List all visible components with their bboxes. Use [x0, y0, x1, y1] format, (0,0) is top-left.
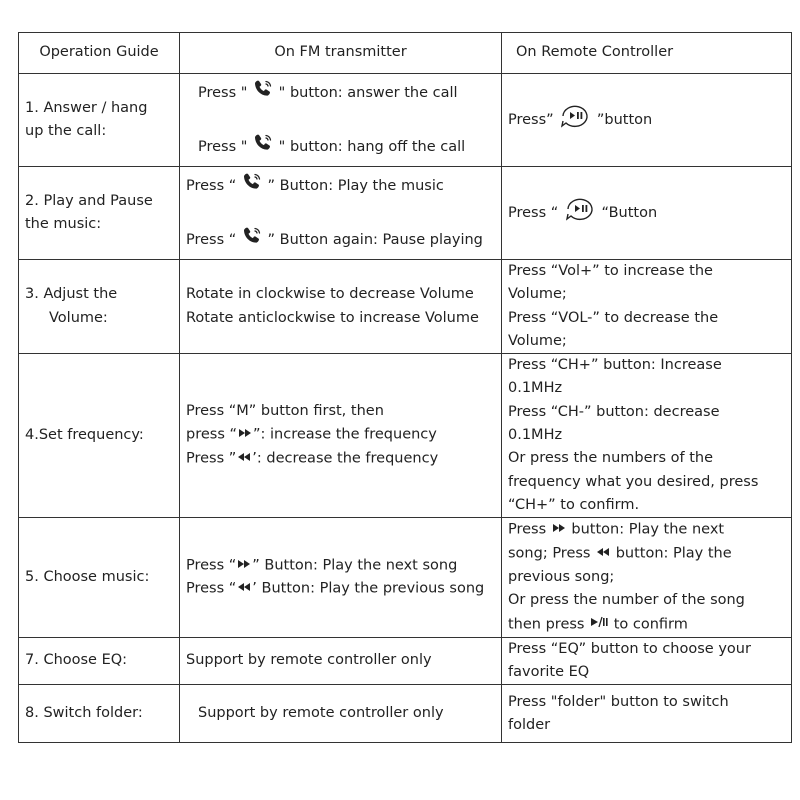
- op-text: 7. Choose EQ:: [25, 652, 128, 669]
- fm-line: Press “M” button first, then: [186, 403, 384, 420]
- op-cell: [19, 637, 180, 685]
- remote-line: Press “CH+” button: Increase: [508, 357, 722, 374]
- op-text: 2. Play and Pause: [25, 192, 153, 209]
- remote-line: Press “VOL-” to decrease the: [508, 309, 719, 326]
- remote-line: Volume;: [508, 286, 567, 303]
- remote-line: Press “Vol+” to increase the: [508, 263, 713, 279]
- text: song; Press: [508, 545, 596, 562]
- phone-icon: [252, 132, 274, 162]
- fm-line: [186, 423, 495, 447]
- play-pause-remote-icon: [563, 196, 597, 230]
- remote-line: [508, 542, 785, 566]
- op-text: the music:: [25, 216, 102, 232]
- fm-cell: [180, 685, 502, 743]
- phone-icon: [241, 225, 263, 255]
- remote-line: 0.1MHz: [508, 380, 563, 397]
- remote-cell: [502, 685, 792, 743]
- remote-cell: [502, 518, 792, 637]
- text: ”button: [596, 112, 653, 128]
- fm-line: Support by remote controller only: [186, 652, 432, 669]
- op-cell: [19, 354, 180, 518]
- table-row: [19, 685, 792, 743]
- operation-guide-table: [18, 32, 792, 743]
- rewind-icon: [236, 577, 252, 600]
- remote-line: favorite EQ: [508, 664, 590, 681]
- text: Press: [508, 521, 551, 538]
- play-pause-remote-icon: [558, 103, 592, 137]
- remote-line: Press “EQ” button to choose your: [508, 640, 751, 657]
- text: Press ": [198, 138, 248, 155]
- remote-line: Or press the number of the song: [508, 592, 745, 609]
- remote-line: folder: [508, 716, 551, 733]
- text: ” Button again: Pause playing: [267, 231, 483, 248]
- remote-line: Volume;: [508, 332, 567, 349]
- table-row: [19, 354, 792, 518]
- op-text: Volume:: [49, 309, 108, 326]
- phone-icon: [241, 171, 263, 201]
- remote-cell: [502, 637, 792, 685]
- op-text: 5. Choose music:: [25, 568, 150, 585]
- text: Press ": [198, 85, 248, 102]
- text: ” Button: Play the next song: [252, 557, 458, 574]
- fm-cell: [180, 354, 502, 518]
- fm-line: Rotate in clockwise to decrease Volume: [186, 286, 474, 303]
- op-cell: [19, 260, 180, 354]
- fm-cell: [180, 518, 502, 637]
- remote-line: Press “CH-” button: decrease: [508, 403, 720, 420]
- fm-line: Support by remote controller only: [198, 705, 444, 722]
- rewind-icon: [236, 447, 252, 470]
- remote-line: [508, 103, 785, 137]
- fm-cell: [180, 167, 502, 260]
- text: ” Button: Play the music: [267, 178, 444, 195]
- fast-forward-icon: [236, 554, 252, 577]
- text: Press “: [186, 557, 237, 574]
- header-remote-controller: On Remote Controller: [502, 33, 792, 74]
- remote-line: 0.1MHz: [508, 427, 563, 444]
- remote-line: Or press the numbers of the: [508, 450, 714, 467]
- op-cell: [19, 74, 180, 167]
- text: button: Play the: [611, 545, 732, 562]
- fast-forward-icon: [551, 518, 567, 541]
- text: " button: hang off the call: [278, 138, 466, 155]
- text: ’: decrease the frequency: [252, 451, 439, 468]
- text: then press: [508, 616, 590, 633]
- fm-cell: [180, 637, 502, 685]
- remote-line: Press "folder" button to switch: [508, 693, 729, 710]
- text: Press ”: [186, 451, 237, 468]
- op-cell: [19, 685, 180, 743]
- op-cell: [19, 518, 180, 637]
- remote-line: “CH+” to confirm.: [508, 496, 640, 513]
- rewind-icon: [595, 542, 611, 565]
- remote-line: [508, 613, 785, 637]
- fm-cell: [180, 74, 502, 167]
- remote-cell: [502, 354, 792, 518]
- remote-cell: [502, 74, 792, 167]
- op-text: 8. Switch folder:: [25, 705, 143, 722]
- fm-line: Rotate anticlockwise to increase Volume: [186, 309, 479, 326]
- fm-line: [186, 554, 495, 578]
- text: " button: answer the call: [278, 85, 458, 102]
- text: Press “: [186, 231, 237, 248]
- text: ”: increase the frequency: [253, 427, 437, 444]
- phone-icon: [252, 78, 274, 108]
- fm-line: [186, 577, 495, 601]
- fm-line: [186, 447, 495, 471]
- play-pause-small-icon: [589, 613, 609, 636]
- table-row: [19, 167, 792, 260]
- remote-cell: [502, 167, 792, 260]
- text: to confirm: [609, 616, 688, 633]
- text: Press “: [186, 178, 237, 195]
- fm-line: [186, 225, 495, 255]
- fm-line: [198, 132, 495, 162]
- table-row: [19, 74, 792, 167]
- op-text: 3. Adjust the: [25, 286, 118, 303]
- remote-line: frequency what you desired, press: [508, 473, 759, 490]
- text: “Button: [601, 205, 658, 221]
- text: Press “: [186, 581, 237, 598]
- fm-cell: [180, 260, 502, 354]
- text: Press”: [508, 112, 554, 128]
- op-cell: [19, 167, 180, 260]
- fast-forward-icon: [237, 423, 253, 446]
- table-header-row: [19, 33, 792, 74]
- op-text: 4.Set frequency:: [25, 427, 144, 444]
- remote-line: [508, 518, 785, 542]
- text: button: Play the next: [566, 521, 725, 538]
- remote-line: previous song;: [508, 569, 615, 586]
- text: Press “: [508, 205, 559, 221]
- op-text: up the call:: [25, 123, 107, 139]
- fm-line: [198, 78, 495, 108]
- text: press “: [186, 427, 237, 444]
- table-row: [19, 518, 792, 637]
- header-fm-transmitter: On FM transmitter: [180, 33, 502, 74]
- table-row: [19, 637, 792, 685]
- table-row: [19, 260, 792, 354]
- remote-line: [508, 196, 785, 230]
- text: ’ Button: Play the previous song: [252, 581, 485, 598]
- remote-cell: [502, 260, 792, 354]
- header-operation-guide: Operation Guide: [19, 33, 180, 74]
- fm-line: [186, 171, 495, 201]
- op-text: 1. Answer / hang: [25, 99, 148, 116]
